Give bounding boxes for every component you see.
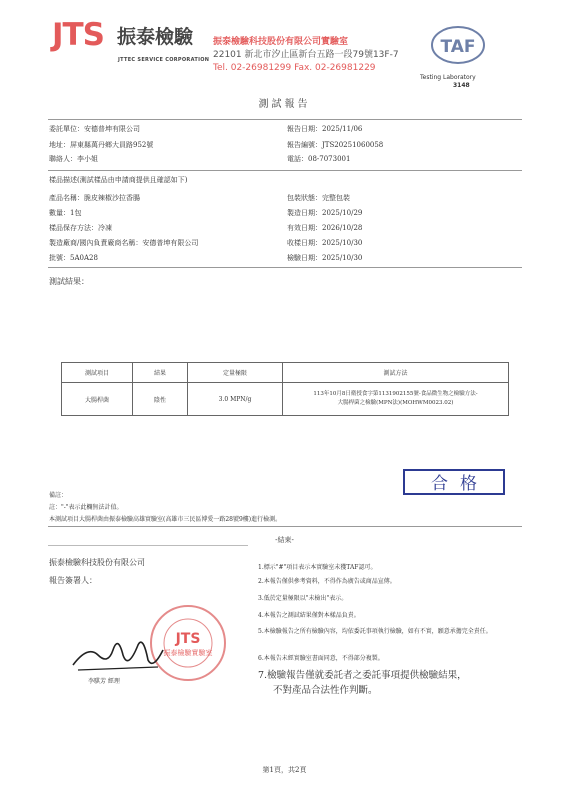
subcontract-note: 本測試項目大腸桿菌由振泰檢驗高雄實驗室(高雄市三民區博愛一路28號9樓)進行檢測。 xyxy=(49,516,282,523)
received-date: 收樣日期：2025/10/30 xyxy=(287,239,363,247)
taf-number: 3148 xyxy=(453,82,470,89)
product-name: 產品名稱：脆皮辣椒沙拉香腸 xyxy=(49,194,140,202)
phone: 電話：08-7073001 xyxy=(287,155,351,163)
manufacturer: 製造廠商/國內負責廠商名稱：安德普坤有限公司 xyxy=(49,239,199,247)
sample-description-header: 樣品描述(測試樣品由申請商提供且確認如下) xyxy=(49,176,188,184)
contact-person: 聯絡人：李小姐 xyxy=(49,155,98,163)
note-item: 1.標示"#"項目表示本實驗室未獲TAF認可。 xyxy=(258,564,377,571)
test-result: 陰性 xyxy=(133,383,188,416)
taf-logo xyxy=(430,24,486,66)
signatory-label: 報告簽署人： xyxy=(49,576,97,585)
batch-number: 批號：5A0A28 xyxy=(49,254,98,262)
page-number: 第1頁，共2頁 xyxy=(262,766,307,774)
manufacture-date: 製造日期：2025/10/29 xyxy=(287,209,363,217)
seal-text: 振泰檢驗實驗室 xyxy=(163,649,213,657)
quantity: 數量：1包 xyxy=(49,209,82,217)
note-item: 5.本檢驗報告之所有檢驗內容，均依委託事項執行檢驗，如有不實，願意承擔完全責任。 xyxy=(258,628,492,635)
table-row xyxy=(62,383,509,416)
taf-label: Testing Laboratory xyxy=(420,74,476,81)
table-header-row xyxy=(62,363,509,383)
jts-logo: JTS xyxy=(52,17,105,53)
page-title: 測試報告 xyxy=(258,99,311,110)
results-label: 測試結果： xyxy=(49,277,89,286)
company-footer: 振泰檢驗科技股份有限公司 xyxy=(49,558,145,567)
report-number: 報告編號：JTS20251060058 xyxy=(287,141,384,149)
taf-logo-text: TAF xyxy=(440,37,476,57)
note-item: 不對產品合法性作判斷。 xyxy=(273,685,378,696)
divider xyxy=(48,267,522,268)
lab-contact: Tel. 02-26981299 Fax. 02-26981229 xyxy=(213,63,376,73)
lab-name: 振泰檢驗科技股份有限公司實驗室 xyxy=(213,37,349,47)
remarks-label: 備註： xyxy=(49,492,68,499)
divider xyxy=(48,170,522,171)
pass-stamp: 合格 xyxy=(403,469,505,495)
note-item: 6.本報告未經實驗室書面同意，不得部分複製。 xyxy=(258,655,384,662)
column-header: 結果 xyxy=(133,363,188,383)
test-method xyxy=(283,383,509,416)
applicant: 委託單位：安德普坤有限公司 xyxy=(49,125,140,133)
expiry-date: 有效日期：2026/10/28 xyxy=(287,224,363,232)
applicant-address: 地址：屏東縣萬丹鄉大員路952號 xyxy=(49,141,154,149)
note-item: 7.檢驗報告僅就委託者之委託事項提供檢驗結果， xyxy=(258,670,467,681)
lab-address: 22101 新北市汐止區新台五路一段79號13F-7 xyxy=(213,50,399,60)
signatory-name: 李騏芳 經理 xyxy=(88,678,120,685)
signature xyxy=(68,625,168,675)
divider xyxy=(48,545,248,546)
note-item: 4.本報告之測試結果僅對本樣品負責。 xyxy=(258,612,360,619)
divider xyxy=(48,119,522,120)
test-method-line: 大腸桿菌之檢驗(MPN法)(MOHWM0023.02) xyxy=(337,400,454,406)
company-name-zh: 振泰檢驗 xyxy=(117,26,194,48)
column-header: 定量極限 xyxy=(188,363,283,383)
test-date: 檢驗日期：2025/10/30 xyxy=(287,254,363,262)
packaging-status: 包裝狀態：完整包裝 xyxy=(287,194,350,202)
test-item: 大腸桿菌 xyxy=(62,383,133,416)
end-mark: -結束- xyxy=(275,536,294,544)
test-method-line: 113年10月8日衛授食字第1131902155號-食品微生物之檢驗方法- xyxy=(313,391,478,397)
report-date: 報告日期：2025/11/06 xyxy=(287,125,363,133)
company-name-en: JTTEC SERVICE CORPORATION xyxy=(118,57,210,63)
results-table xyxy=(61,362,509,416)
column-header: 測試項目 xyxy=(62,363,133,383)
note-item: 2.本報告僅供參考資料，不得作為廣告或商品宣傳。 xyxy=(258,578,396,585)
quantification-limit: 3.0 MPN/g xyxy=(188,383,283,416)
divider xyxy=(48,526,522,527)
column-header: 測試方法 xyxy=(283,363,509,383)
storage-method: 樣品保存方法：冷凍 xyxy=(49,224,112,232)
remarks-note: 註："-"表示此欄無法計值。 xyxy=(49,504,123,511)
svg-text:JTS: JTS xyxy=(175,631,201,647)
note-item: 3.低於定量極限以"未檢出"表示。 xyxy=(258,595,348,602)
